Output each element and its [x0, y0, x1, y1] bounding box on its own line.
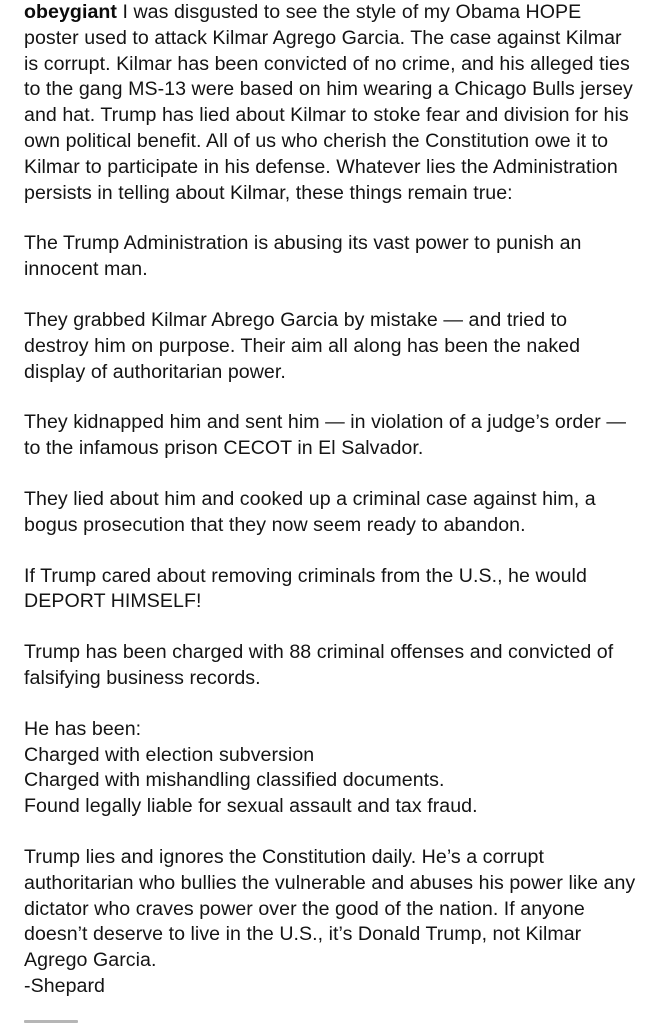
paragraph: Trump has been charged with 88 criminal offenses and convicted of falsifying business records. [24, 641, 614, 689]
intro-text: I was disgusted to see the style of my Obama HOPE poster used to attack Kilmar Agrego Garcia. The case against Kilmar is corrupt. Kilmar has been convicted of no crime, and his alleged ties to the gang MS-13 were based on him wearing a Chicago Bulls jersey and hat. Trump has lied about Kilmar to stoke fear and division for his own political benefit. All of us who cherish the Constitution owe it to Kilmar to participate in his defense. Whatever lies the Administration persists in telling about Kilmar, these things remain true: [24, 1, 633, 204]
paragraph: The Trump Administration is abusing its vast power to punish an innocent man. [24, 232, 582, 281]
list-item: Charged with mishandling classified documents. [24, 769, 445, 792]
cropped-text-fragment [24, 1014, 84, 1024]
paragraph: They kidnapped him and sent him — in violation of a judge’s order — to the infamous prison CECOT in El Salvador. [24, 411, 627, 460]
paragraph: If Trump cared about removing criminals from the U.S., he would DEPORT HIMSELF! [24, 564, 587, 613]
caption-intro [24, 0, 636, 206]
paragraph: They lied about him and cooked up a criminal case against him, a bogus prosecution that they now seem ready to abandon. [24, 487, 596, 536]
charges-list [24, 717, 636, 820]
paragraph: They grabbed Kilmar Abrego Garcia by mistake — and tried to destroy him on purpose. Their aim all along has been the naked display of authoritarian power. [24, 308, 581, 383]
closing-block [24, 845, 636, 1000]
list-item: Charged with election subversion [24, 743, 315, 766]
closing-paragraph: Trump lies and ignores the Constitution daily. He’s a corrupt authoritarian who bullies the vulnerable and abuses his power like any dictator who craves power over the good of the nation. If anyone doesn’t deserve to live in the U.S., it’s Donald Trump, not Kilmar Agrego Garcia. [24, 845, 636, 972]
signature: -Shepard [24, 974, 106, 997]
username-link[interactable]: obeygiant [24, 1, 117, 23]
list-intro: He has been: [24, 717, 142, 740]
list-item: Found legally liable for sexual assault and tax fraud. [24, 795, 478, 818]
post-caption [24, 0, 636, 1025]
